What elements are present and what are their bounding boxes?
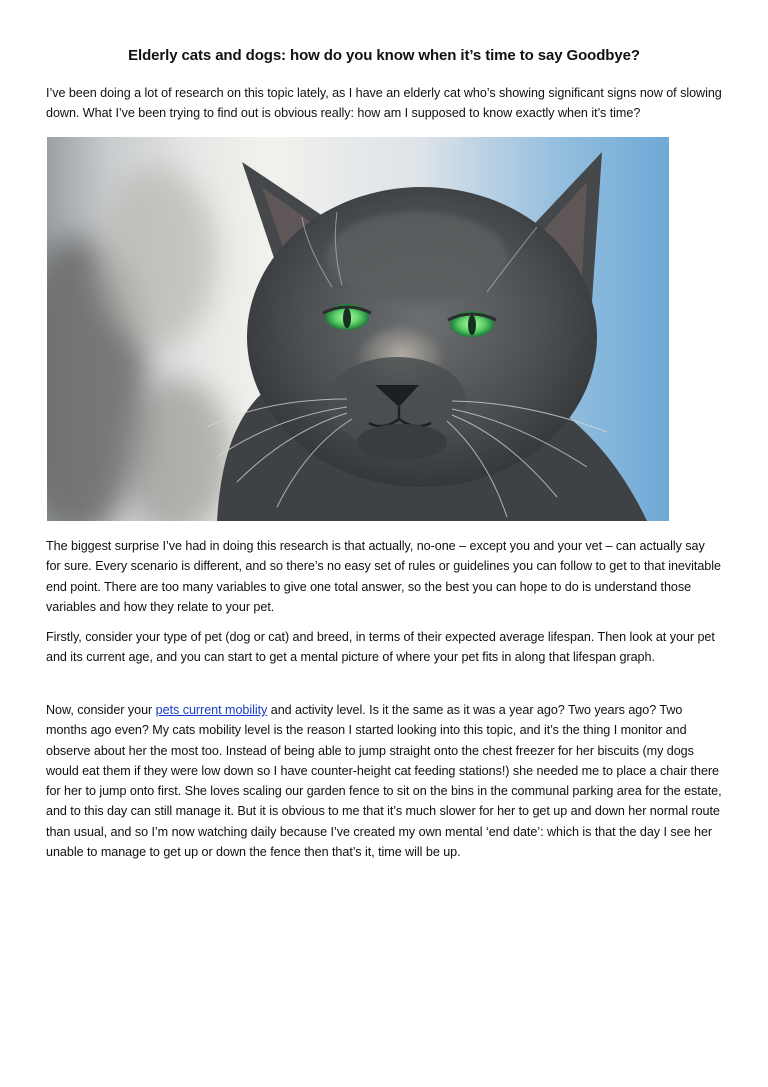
mobility-text-after: and activity level. Is it the same as it was a year ago? Two years ago? Two months ago even? My cats mobility level is the reason I started looking into this topic, and it’s the thing I monitor and observe about her the most too. Instead of being able to jump straight onto the chest freezer for her biscuits (my dogs would eat them if they were low down so I have counter-height cat feeding stations!) she needed me to place a chair there for her to jump onto first. She loves scaling our garden fence to sit on the bins in the communal parking area for the estate, and to this day can still manage it. But it is obvious to me that it’s much slower for her to get up and down her normal route than usual, and so I’m now watching daily because I’ve created my own mental ‘end date’: which is that the day I see her unable to manage to get up or down the fence then that’s it, time will be up. [46,703,722,860]
surprise-paragraph: The biggest surprise I’ve had in doing this research is that actually, no-one – except you and your vet – can actually say for sure. Every scenario is different, and so there’s no easy set of rules or guidelines you can follow to get to that inevitable end point. There are too many variables to give one total answer, so the best you can hope to do is understand those variables and how they relate to your pet. [46,539,721,614]
mobility-paragraph [46,700,722,862]
document-title: Elderly cats and dogs: how do you know when it’s time to say Goodbye? [128,47,640,64]
firstly-paragraph: Firstly, consider your type of pet (dog or cat) and breed, in terms of their expected average lifespan. Then look at your pet and its current age, and you can start to get a mental picture of where your pet fits in along that lifespan graph. [46,630,715,665]
grey-cat-photo [47,137,669,521]
intro-paragraph: I’ve been doing a lot of research on this topic lately, as I have an elderly cat who’s showing significant signs now of slowing down. What I’ve been trying to find out is obvious really: how am I supposed to know exactly when it’s time? [46,86,722,121]
mobility-text-before: Now, consider your [46,703,156,717]
pets-current-mobility-link[interactable]: pets current mobility [155,703,268,717]
